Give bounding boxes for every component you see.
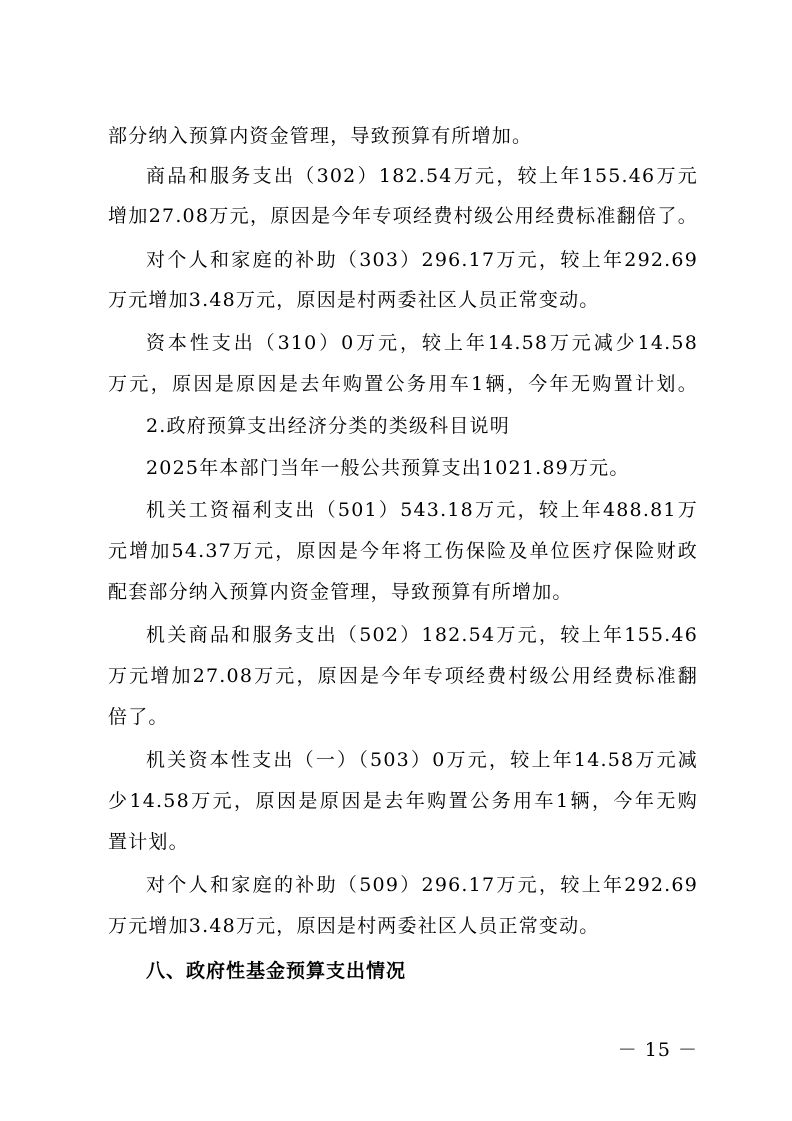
paragraph-line: 机关资本性支出（一）（503）0万元，较上年14.58万元减 (146, 749, 698, 771)
paragraph-line: 配套部分纳入预算内资金管理，导致预算有所增加。 (108, 581, 573, 603)
paragraph-line: 部分纳入预算内资金管理，导致预算有所增加。 (108, 125, 533, 147)
paragraph-line: 万元增加3.48万元，原因是村两委社区人员正常变动。 (108, 289, 600, 311)
paragraph-line: 置计划。 (108, 831, 189, 853)
page-number: － 15 － (617, 1039, 698, 1061)
paragraph-line: 对个人和家庭的补助（303）296.17万元，较上年292.69 (146, 249, 698, 271)
paragraph-line: 万元增加27.08万元，原因是今年专项经费村级公用经费标准翻 (108, 665, 698, 687)
paragraph-line: 商品和服务支出（302）182.54万元，较上年155.46万元 (146, 165, 698, 187)
paragraph-line: 机关工资福利支出（501）543.18万元，较上年488.81万 (146, 499, 698, 521)
section-subheading: 2.政府预算支出经济分类的类级科目说明 (146, 415, 510, 437)
paragraph-line: 对个人和家庭的补助（509）296.17万元，较上年292.69 (146, 874, 698, 896)
paragraph-line: 2025年本部门当年一般公共预算支出1021.89万元。 (146, 457, 630, 479)
paragraph-line: 少14.58万元，原因是原因是去年购置公务用车1辆，今年无购 (108, 790, 698, 812)
paragraph-line: 万元，原因是原因是去年购置公务用车1辆，今年无购置计划。 (108, 373, 698, 395)
paragraph-line: 倍了。 (108, 706, 169, 728)
paragraph-line: 元增加54.37万元，原因是今年将工伤保险及单位医疗保险财政 (108, 540, 698, 562)
paragraph-line: 机关商品和服务支出（502）182.54万元，较上年155.46 (146, 624, 698, 646)
section-heading: 八、政府性基金预算支出情况 (146, 960, 407, 982)
paragraph-line: 万元增加3.48万元，原因是村两委社区人员正常变动。 (108, 915, 600, 937)
paragraph-line: 资本性支出（310）0万元，较上年14.58万元减少14.58 (146, 332, 698, 354)
paragraph-line: 增加27.08万元，原因是今年专项经费村级公用经费标准翻倍了。 (108, 205, 698, 227)
